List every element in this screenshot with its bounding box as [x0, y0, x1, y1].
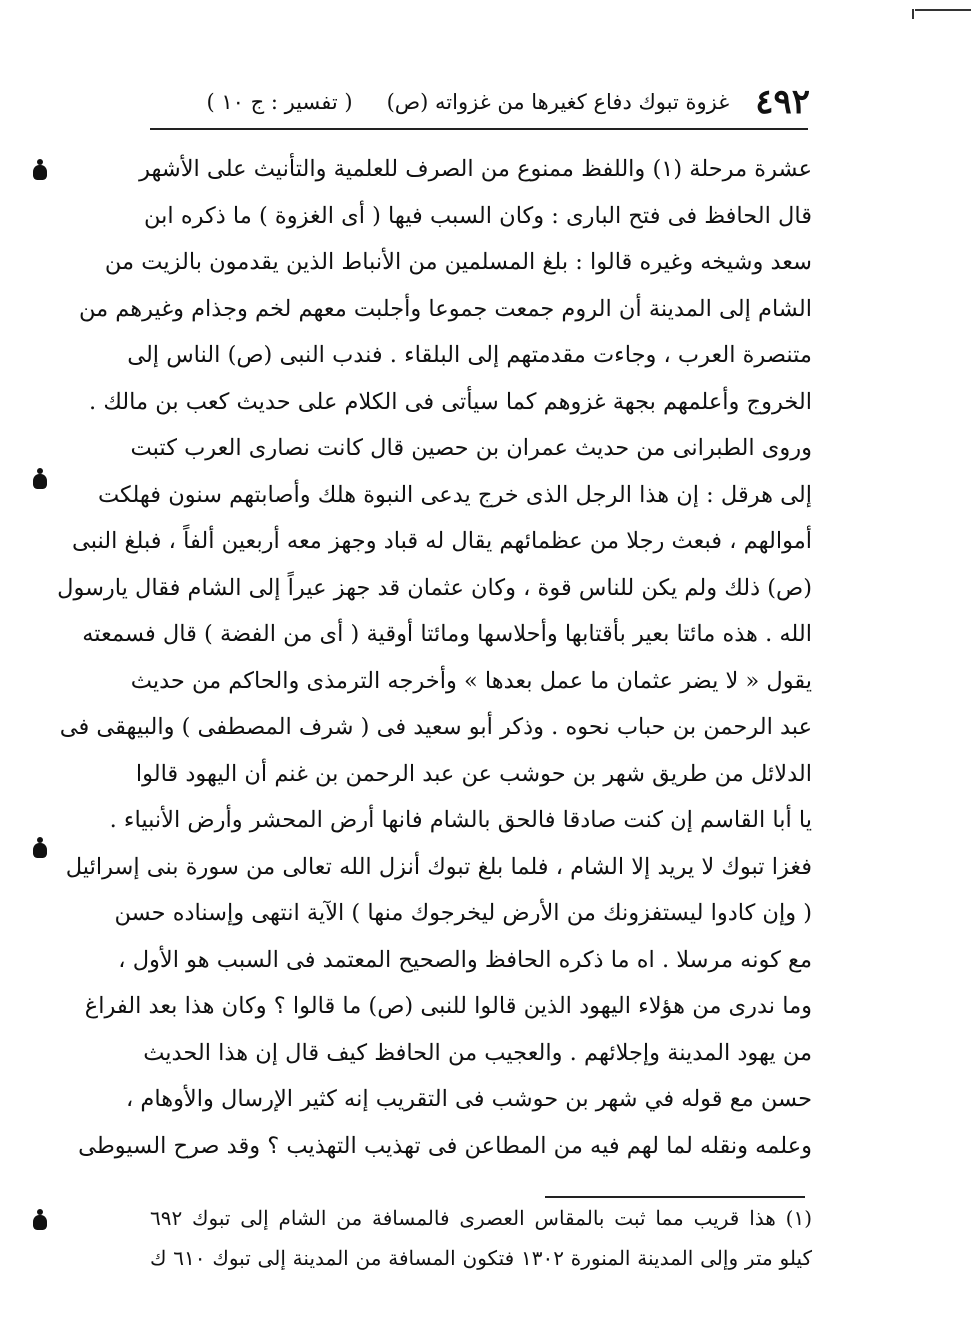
page-number: ٤٩٢	[755, 82, 810, 122]
text-line: الخروج وأعلمهم بجهة غزوهم كما سيأتى فى الكلام على حديث كعب بن مالك .	[89, 388, 812, 415]
text-line: أموالهم ، فبعث رجلا من عظمائهم يقال له قباد وجهز معه أربعين ألفاً ، فبلغ النبى	[71, 528, 812, 554]
text-line: الشام إلى المدينة أن الروم جمعت جموعا وأجلبت معهم لخم وجذام وغيرهم من	[78, 295, 812, 322]
running-title: غزوة تبوك دفاع كغيرها من غزواته (ص)	[386, 90, 730, 114]
binding-hole-mark	[33, 843, 47, 858]
text-line: عبد الرحمن بن حباب نحوه . وذكر أبو سعيد فى ( شرف المصطفى ) والبيهقى فى	[59, 714, 812, 740]
text-line: قال الحافظ فى فتح البارى : وكان السبب فيها ( أى الغزوة ) ما ذكره ابن	[144, 202, 812, 229]
text-line: الدلائل من طريق شهر بن حوشب عن عبد الرحمن بن غنم أن اليهود قالوا	[135, 760, 812, 787]
text-line: وما ندرى من هؤلاء اليهود الذين قالوا للنبى (ص) ما قالوا ؟ وكان هذا بعد الفراغ	[84, 993, 812, 1019]
body-text	[57, 146, 812, 1169]
section-label: ( تفسير : ج ١٠ )	[206, 90, 353, 114]
text-line: (ص) ذلك ولم يكن للناس قوة ، وكان عثمان قد جهز عيراً إلى الشام فقال يارسول	[57, 574, 812, 601]
corner-mark-tick	[912, 9, 914, 19]
text-line: من يهود المدينة وإجلائهم . والعجيب من الحافظ كيف قال إن هذا الحديث	[143, 1039, 812, 1066]
text-line: مع كونه مرسلا . اه ما ذكره الحافظ والصحيح المعتمد فى السبب هو الأول ،	[118, 946, 812, 973]
footnotes	[150, 1198, 812, 1278]
text-line: متنصرة العرب ، وجاءت مقدمتهم إلى البلقاء . فندب النبى (ص) الناس إلى	[127, 342, 812, 368]
text-line: يقول « لا يضر عثمان ما عمل بعدها » وأخرجه الترمذى والحاكم من حديث	[130, 667, 812, 694]
binding-hole-mark	[33, 1215, 47, 1230]
text-line: وروى الطبرانى من حديث عمران بن حصين قال كانت نصارى العرب كتبت	[130, 435, 812, 461]
binding-hole-mark	[33, 474, 47, 489]
text-line: عشرة مرحلة (١) واللفظ ممنوع من الصرف للعلمية والتأنيث على الأشهر	[139, 156, 812, 182]
footnote-line: (١) هذا قريب مما ثبت بالمقاس العصرى فالمسافة من الشام إلى تبوك ٦٩٢	[150, 1206, 812, 1230]
binding-hole-mark	[33, 165, 47, 180]
text-line: وعلمه ونقله لما لهم فيه من المطاعن فى تهذيب التهذيب ؟ وقد صرح السيوطى	[78, 1132, 812, 1159]
text-line: ( وإن كادوا ليستفزونك من الأرض ليخرجوك منها ) الآية انتهى وإسناده حسن	[114, 900, 812, 926]
header-rule	[150, 128, 808, 130]
corner-mark	[915, 9, 971, 11]
text-line: يا أبا القاسم إن كنت صادقا فالحق بالشام فانها أرض المحشر وأرض الأنبياء .	[109, 807, 812, 833]
footnote-line: كيلو متر وإلى المدينة المنورة ١٣٠٢ فتكون المسافة من المدينة إلى تبوك ٦١٠ ك	[150, 1246, 813, 1270]
page-header	[150, 82, 810, 122]
text-line: الله . هذه مائتا بعير بأقتابها وأحلاسها ومائتا أوقية ( أى من الفضة ) قال فسمعته	[82, 621, 812, 647]
text-line: سعد وشيخه وغيره قالوا : بلغ المسلمين من الأنباط الذين يقدمون بالزيت من	[104, 249, 812, 275]
text-line: إلى هرقل : إن هذا الرجل الذى خرج يدعى النبوة هلك وأصابتهم سنون فهلكت	[97, 481, 812, 508]
text-line: فغزا تبوك لا يريد إلا الشام ، فلما بلغ تبوك أنزل الله تعالى من سورة بنى إسرائيل	[65, 853, 812, 880]
text-line: حسن مع قوله في شهر بن حوشب فى التقريب إنه كثير الإرسال والأوهام ،	[126, 1086, 812, 1112]
